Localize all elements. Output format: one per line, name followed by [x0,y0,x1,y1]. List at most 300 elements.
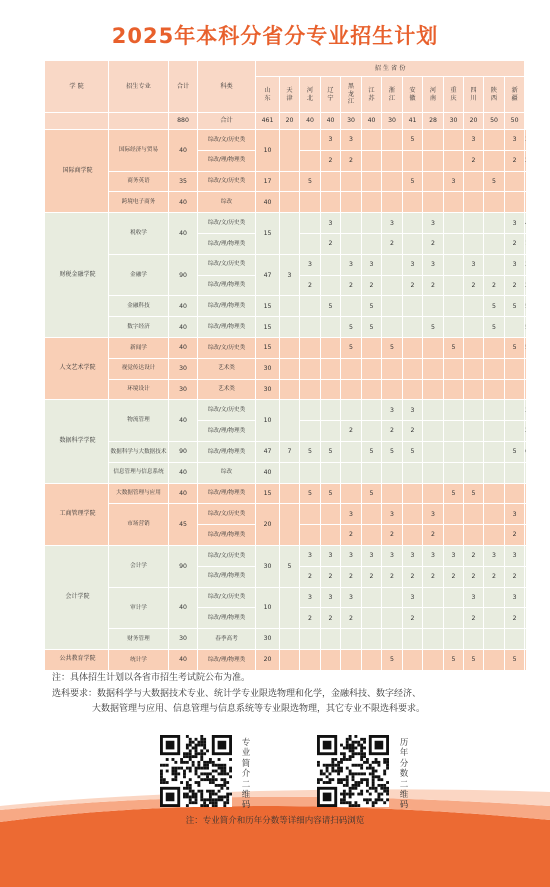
province-cell [444,296,464,317]
province-cell: 2 [464,275,484,296]
province-cell: 2 [444,566,464,587]
major-cell: 统计学 [109,649,169,670]
province-cell [362,379,382,400]
province-cell: 3 [300,587,321,608]
province-cell [525,441,527,462]
province-cell [403,213,423,234]
province-cell [525,317,527,338]
shandong-cell: 15 [256,337,280,358]
province-cell [321,275,341,296]
province-cell [362,629,382,650]
subject-cell: 综改/理/物理类 [198,233,256,254]
province-cell [484,504,505,525]
province-cell: 2 [321,608,341,629]
totals-row [45,113,527,130]
header-province: 浙 江 [382,77,403,113]
header-province: 河 南 [423,77,444,113]
major-cell: 税收学 [109,213,169,255]
province-cell: 2 [505,233,525,254]
subject-cell: 综改/文/历史类 [198,337,256,358]
province-cell: 2 [382,566,403,587]
tianjin-cell: 5 [280,545,300,587]
province-total: 30 [341,113,362,130]
province-cell [505,400,525,421]
province-cell: 3 [300,254,321,275]
province-cell [403,317,423,338]
grand-total: 880 [169,113,198,130]
province-cell [341,192,362,213]
province-cell [341,233,362,254]
shandong-cell: 30 [256,629,280,650]
province-cell [403,192,423,213]
province-cell [300,296,321,317]
shandong-cell: 20 [256,649,280,670]
province-cell [362,462,382,483]
province-cell: 5 [382,337,403,358]
province-cell: 2 [505,525,525,546]
province-cell [321,462,341,483]
province-cell [423,150,444,171]
subject-cell: 综改/文/历史类 [198,504,256,525]
province-cell: 5 [341,337,362,358]
table-row [45,358,527,379]
major-total-cell: 30 [169,379,198,400]
subject-cell: 艺术类 [198,358,256,379]
province-cell: 3 [464,254,484,275]
subject-cell: 综改/理/物理类 [198,525,256,546]
province-cell [505,483,525,504]
major-total-cell: 90 [169,254,198,296]
province-cell: 3 [505,213,525,234]
header-province: 山 东 [256,77,280,113]
province-cell [423,337,444,358]
province-cell: 2 [382,233,403,254]
province-cell: 2 [341,275,362,296]
province-cell [525,337,527,358]
major-cell: 审计学 [109,587,169,629]
province-cell [341,296,362,317]
subject-cell: 综改 [198,462,256,483]
province-cell: 5 [484,171,505,192]
province-cell [362,421,382,442]
province-cell [464,525,484,546]
province-cell [362,608,382,629]
province-cell [382,379,403,400]
header-province: 江 苏 [362,77,382,113]
province-cell: 3 [403,545,423,566]
major-total-cell: 90 [169,545,198,587]
province-cell [382,130,403,151]
province-cell [403,358,423,379]
page-title: 2025年本科分省分专业招生计划 [111,24,439,48]
province-cell: 2 [403,275,423,296]
major-cell: 会计学 [109,545,169,587]
province-cell [505,421,525,442]
province-cell: 5 [505,649,525,670]
province-cell [484,421,505,442]
province-cell [464,233,484,254]
tianjin-cell [280,649,300,670]
major-cell: 财务管理 [109,629,169,650]
province-cell: 3 [423,504,444,525]
table-row [45,192,527,213]
subject-cell: 综改/文/历史类 [198,213,256,234]
college-cell: 人文艺术学院 [45,337,109,399]
table-row [45,587,527,608]
province-cell [464,421,484,442]
major-cell: 环境设计 [109,379,169,400]
major-total-cell: 30 [169,358,198,379]
major-total-cell: 40 [169,649,198,670]
province-cell [300,358,321,379]
province-cell [382,296,403,317]
province-cell [444,358,464,379]
province-cell [300,649,321,670]
province-cell [484,525,505,546]
shandong-cell: 40 [256,462,280,483]
province-cell [321,400,341,421]
province-cell: 3 [341,130,362,151]
province-cell: 3 [341,254,362,275]
province-cell [505,171,525,192]
province-cell: 2 [423,275,444,296]
tianjin-cell [280,462,300,483]
province-cell [423,379,444,400]
province-cell: 3 [423,254,444,275]
province-cell: 3 [321,545,341,566]
decorative-orange-band [0,780,550,887]
major-total-cell: 40 [169,337,198,358]
tianjin-cell [280,379,300,400]
province-cell [341,441,362,462]
province-cell: 2 [484,566,505,587]
header-province: 陕 西 [484,77,505,113]
province-cell [300,421,321,442]
province-cell [321,171,341,192]
province-cell [525,649,527,670]
header-provinces-title: 招 生 省 份 [256,61,525,77]
province-cell [423,421,444,442]
major-cell: 商务英语 [109,171,169,192]
totals-major [109,113,169,130]
shandong-cell: 15 [256,296,280,317]
province-cell [444,462,464,483]
province-cell: 5 [321,441,341,462]
province-cell: 2 [505,566,525,587]
province-cell [341,629,362,650]
province-cell: 2 [423,233,444,254]
major-total-cell: 40 [169,587,198,629]
college-cell: 财税金融学院 [45,213,109,338]
tianjin-cell [280,296,300,317]
province-cell: 5 [423,317,444,338]
province-cell: 5 [505,296,525,317]
province-cell [300,629,321,650]
header-row [45,61,527,77]
province-cell [382,358,403,379]
table-row [45,296,527,317]
shandong-cell: 10 [256,130,280,172]
province-cell [505,462,525,483]
province-cell [484,483,505,504]
province-total: 30 [444,113,464,130]
table-row [45,649,527,670]
major-total-cell: 40 [169,192,198,213]
province-cell [464,213,484,234]
province-cell [403,150,423,171]
province-cell: 3 [321,587,341,608]
province-cell [484,629,505,650]
note-line: 注：具体招生计划以各省市招生考试院公布为准。 [52,673,251,683]
province-cell [444,629,464,650]
province-cell [484,358,505,379]
subject-cell: 综改 [198,192,256,213]
province-cell [505,317,525,338]
province-cell: 2 [321,566,341,587]
province-cell [525,504,527,525]
province-cell [382,608,403,629]
province-cell [300,192,321,213]
major-cell: 国际经济与贸易 [109,130,169,172]
province-cell [362,358,382,379]
major-total-cell: 40 [169,400,198,442]
province-cell: 3 [382,213,403,234]
totals-label: 合计 [198,113,256,130]
province-cell [444,400,464,421]
major-total-cell: 40 [169,213,198,255]
province-cell [484,192,505,213]
province-cell [525,608,527,629]
subject-cell: 综改/理/物理类 [198,317,256,338]
major-total-cell: 40 [169,462,198,483]
header-province: 河 北 [300,77,321,113]
province-cell [423,483,444,504]
table-row [45,317,527,338]
tianjin-cell: 3 [280,254,300,296]
province-total: 20 [280,113,300,130]
major-total-cell: 40 [169,483,198,504]
province-cell: 3 [341,545,362,566]
province-cell [484,130,505,151]
subject-cell: 综改/文/历史类 [198,545,256,566]
major-total-cell: 40 [169,130,198,172]
requirement-line-continued: 大数据管理与应用、信息管理与信息系统等专业限选物理，其它专业不限选科要求。 [92,704,426,714]
province-cell: 3 [505,254,525,275]
subject-cell: 春季高考 [198,629,256,650]
province-cell [464,441,484,462]
shandong-cell: 15 [256,213,280,255]
province-cell [444,504,464,525]
province-cell: 3 [505,504,525,525]
shandong-cell: 30 [256,379,280,400]
province-cell [444,379,464,400]
college-cell: 公共教育学院 [45,649,109,670]
province-cell: 3 [423,545,444,566]
province-cell [300,379,321,400]
province-cell [444,317,464,338]
major-cell: 金融学 [109,254,169,296]
shandong-cell: 10 [256,587,280,629]
major-total-cell: 30 [169,629,198,650]
province-cell [444,608,464,629]
province-cell: 2 [300,566,321,587]
province-cell [341,171,362,192]
province-cell: 5 [382,649,403,670]
province-cell [423,192,444,213]
province-cell [444,150,464,171]
past-scores-qr-code[interactable] [317,735,389,807]
province-cell: 2 [505,608,525,629]
header-province: 四 川 [464,77,484,113]
major-intro-qr-code[interactable] [160,735,232,807]
province-cell [444,275,464,296]
subject-cell: 综改/理/物理类 [198,275,256,296]
province-cell [423,441,444,462]
province-cell: 3 [505,545,525,566]
shandong-cell: 15 [256,317,280,338]
table-row [45,171,527,192]
header-province: 辽 宁 [321,77,341,113]
province-cell [382,462,403,483]
province-cell [525,483,527,504]
college-cell: 会计学院 [45,545,109,649]
province-cell [525,525,527,546]
province-cell [362,587,382,608]
province-cell [403,462,423,483]
province-cell [403,379,423,400]
province-cell [362,213,382,234]
province-cell [403,629,423,650]
province-cell [321,317,341,338]
province-cell: 5 [403,171,423,192]
province-cell [300,233,321,254]
province-cell [525,213,527,234]
province-cell: 5 [484,296,505,317]
subject-cell: 综改/理/物理类 [198,566,256,587]
province-cell [382,587,403,608]
province-cell: 3 [444,545,464,566]
province-cell [321,192,341,213]
bottom-note: 注：专业简介和历年分数等详细内容请扫码浏览 [185,816,365,826]
subject-cell: 综改/文/历史类 [198,171,256,192]
province-cell [403,296,423,317]
province-cell [423,171,444,192]
province-cell: 2 [341,525,362,546]
province-cell: 5 [321,483,341,504]
province-cell: 5 [444,483,464,504]
major-total-cell: 40 [169,296,198,317]
major-total-cell: 40 [169,317,198,338]
province-cell [341,358,362,379]
province-cell [423,358,444,379]
province-cell: 3 [403,254,423,275]
province-cell [464,171,484,192]
header-province: 新 疆 [505,77,525,113]
province-cell: 2 [484,275,505,296]
major-intro-qr-caption: 专 业 简 介 二 维 码 [241,738,251,811]
shandong-cell: 30 [256,545,280,587]
province-cell [444,233,464,254]
province-total: 40 [321,113,341,130]
header-province: 天 津 [280,77,300,113]
province-cell [484,400,505,421]
province-cell [321,525,341,546]
province-cell [321,254,341,275]
province-cell: 3 [321,213,341,234]
province-cell [525,171,527,192]
province-cell [300,504,321,525]
province-cell [362,171,382,192]
table-row [45,483,527,504]
province-cell [464,296,484,317]
province-cell [362,233,382,254]
past-scores-qr-caption: 历 年 分 数 二 维 码 [399,738,409,811]
province-cell: 2 [403,608,423,629]
province-cell: 3 [464,587,484,608]
province-total: 28 [423,113,444,130]
province-cell [321,337,341,358]
province-cell [362,192,382,213]
province-cell: 2 [403,566,423,587]
province-cell [505,358,525,379]
province-cell: 2 [464,608,484,629]
shandong-cell: 47 [256,254,280,296]
province-total: 30 [382,113,403,130]
province-cell [300,400,321,421]
province-cell [403,649,423,670]
subject-cell: 综改/理/物理类 [198,150,256,171]
province-cell: 5 [362,441,382,462]
table-row [45,441,527,462]
province-cell [321,649,341,670]
major-total-cell: 90 [169,441,198,462]
province-cell: 2 [362,566,382,587]
totals-college [45,113,109,130]
province-cell [464,192,484,213]
province-cell [525,233,527,254]
province-cell [362,649,382,670]
province-cell [362,525,382,546]
province-cell [423,587,444,608]
province-cell [403,525,423,546]
table-row [45,545,527,566]
province-cell: 3 [341,504,362,525]
province-cell [444,254,464,275]
header-college: 学 院 [45,61,109,113]
province-cell: 5 [321,296,341,317]
province-cell: 3 [423,213,444,234]
province-cell: 2 [341,150,362,171]
shandong-cell: 47 [256,441,280,462]
province-cell: 5 [382,441,403,462]
province-cell [525,566,527,587]
province-cell [525,192,527,213]
tianjin-cell [280,171,300,192]
shandong-cell: 10 [256,400,280,442]
province-total: 50 [505,113,525,130]
major-cell: 金融科技 [109,296,169,317]
province-cell [403,483,423,504]
province-cell [505,379,525,400]
subject-cell: 综改/理/物理类 [198,296,256,317]
province-cell [525,254,527,275]
province-cell [321,504,341,525]
province-cell: 5 [464,649,484,670]
province-cell [341,213,362,234]
province-total: 40 [362,113,382,130]
province-cell [525,587,527,608]
province-total: 40 [300,113,321,130]
